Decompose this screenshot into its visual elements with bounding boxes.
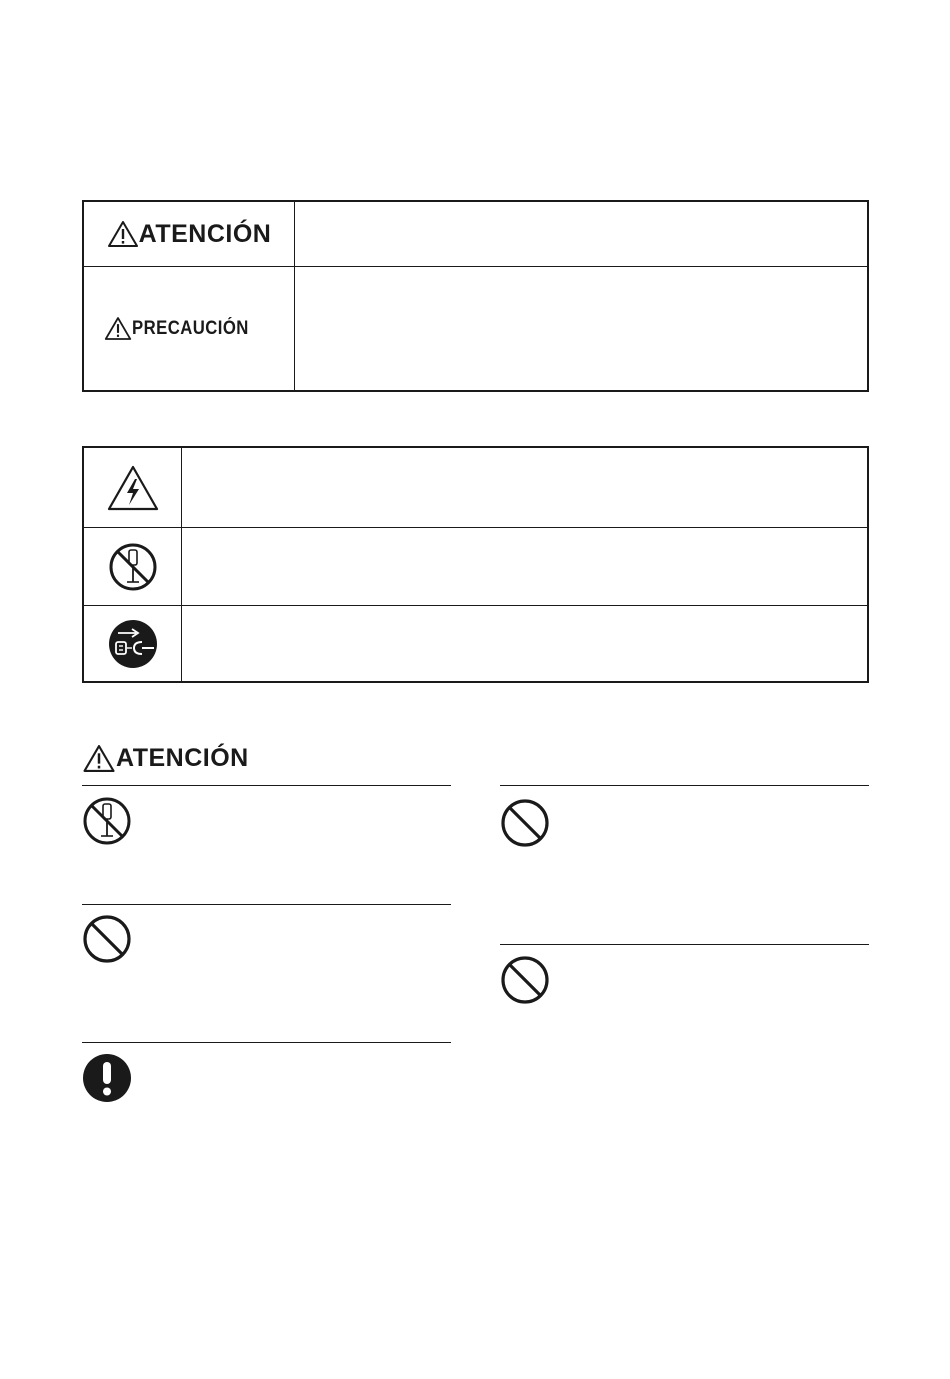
symbol-table (82, 446, 869, 683)
prohibited-icon (82, 914, 132, 964)
atencion-description (296, 202, 867, 266)
electric-shock-icon (106, 464, 160, 512)
warning-triangle-icon (82, 744, 116, 773)
table-row-no-disassembly (84, 527, 867, 605)
table-row-precaucion (84, 266, 867, 390)
divider (82, 1042, 451, 1043)
list-item (82, 914, 132, 964)
signal-word-table (82, 200, 869, 392)
list-item (82, 1053, 132, 1103)
atencion-signal (107, 220, 272, 249)
warning-triangle-icon (107, 220, 139, 248)
divider (500, 944, 869, 945)
prohibited-icon (500, 955, 550, 1005)
prohibited-icon (500, 798, 550, 848)
mandatory-icon (82, 1053, 132, 1103)
warning-section-label: ATENCIÓN (116, 744, 249, 772)
list-item (500, 955, 550, 1005)
no-disassembly-description (183, 528, 867, 605)
warning-section-heading (82, 744, 249, 773)
divider (82, 904, 451, 905)
divider (500, 785, 869, 786)
table-row-atencion (84, 202, 867, 266)
precaucion-description (296, 267, 867, 390)
precaucion-signal (104, 316, 265, 341)
divider (82, 785, 451, 786)
precaucion-label: PRECAUCIÓN (131, 317, 249, 339)
signal-cell (84, 202, 294, 266)
list-item (82, 796, 132, 846)
list-item (500, 798, 550, 848)
no-disassembly-icon (82, 796, 132, 846)
table-row-unplug (84, 605, 867, 681)
unplug-description (183, 606, 867, 681)
warning-triangle-icon (104, 316, 132, 341)
no-disassembly-icon (108, 542, 158, 592)
electric-shock-description (183, 448, 867, 527)
signal-cell (84, 267, 294, 390)
table-row-electric-shock (84, 448, 867, 527)
atencion-label: ATENCIÓN (138, 219, 272, 248)
unplug-icon (108, 619, 158, 669)
